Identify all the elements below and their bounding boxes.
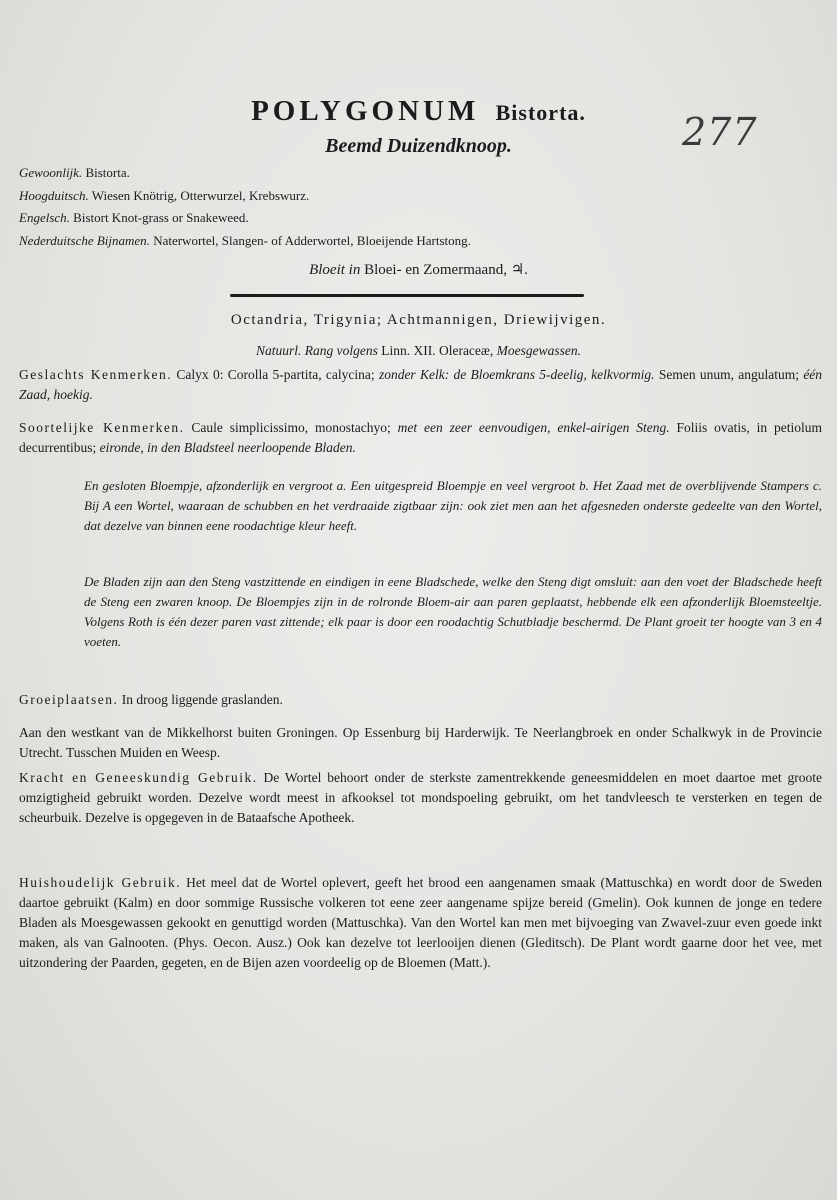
bloom-period: [0, 260, 837, 279]
localities-text: Aan den westkant van de Mikkelhorst buiten Groningen. Op Essenburg bij Harderwijk. Te Neerlangbroek en onder Schalkwyk in de Provincie Utrecht. Tusschen Muiden en Weesp.: [19, 725, 822, 760]
household-text: [19, 873, 822, 973]
name-value: Wiesen Knötrig, Otterwurzel, Krebswurz.: [91, 187, 310, 203]
name-label: Nederduitsche Bijnamen.: [19, 232, 150, 248]
name-value: Bistort Knot-grass or Snakeweed.: [73, 210, 249, 225]
latin-text: Foliis ovatis, in petiolum decurrentibus;: [19, 420, 823, 455]
medicinal-use: [19, 768, 822, 828]
latin-text: Semen unum, angulatum;: [658, 367, 800, 382]
name-value: Naterwortel, Slangen- of Adderwortel, Bloeijende Hartstong.: [153, 232, 471, 248]
rank-dutch: Moesgewassen.: [496, 343, 582, 358]
habitat: [19, 690, 822, 710]
section-heading: Geslachts Kenmerken.: [19, 367, 173, 382]
rank-authority: Linn. XII.: [381, 343, 436, 358]
genus-name: POLYGONUM: [251, 95, 480, 127]
bloom-value: Bloei- en Zomermaand, ♃.: [364, 262, 528, 278]
name-row-dutch-nicknames: [19, 230, 819, 253]
linnaean-class: Octandria, Trigynia; Achtmannigen, Driewijvigen.: [230, 312, 607, 328]
natural-rank: [0, 343, 837, 359]
dutch-text: eironde, in den Bladsteel neerloopende Bladen.: [99, 440, 356, 455]
section-heading: Soortelijke Kenmerken.: [19, 420, 185, 435]
decorative-divider: [230, 294, 584, 297]
species-name: Bistorta.: [495, 100, 586, 125]
species-characters-text: [19, 418, 822, 458]
name-row-english: [19, 207, 819, 230]
household-use: [19, 873, 822, 973]
habitat-text: [19, 690, 822, 710]
bloom-label: Bloeit in: [309, 262, 361, 278]
name-value: Bistorta.: [85, 165, 130, 180]
leaf-description: De Bladen zijn aan den Steng vastzittende en eindigen in eene Bladschede, welke den Steng digt omsluit: aan den voet der Bladschede heeft de Steng een zwaren knoop. De Bloempjes zijn in de rolronde Bloem-air aan paren geplaatst, hebbende elk een afzonderlijk Bloemsteeltje. Volgens Roth is één dezer paren vast zittende; elk paar is door een roodachtig Schutbladje beschermd. De Plant groeit ter hoogte van 3 en 4 voeten.: [84, 574, 822, 649]
medicinal-text: [19, 768, 822, 828]
dutch-text: met een zeer eenvoudigen, enkel-airigen Steng.: [397, 420, 670, 435]
localities: [19, 723, 822, 763]
medicinal-value: De Wortel behoort onder de sterkste zamentrekkende geneesmiddelen en moet daartoe met groote omzigtigheid gebruikt worden. Dezelve wordt meest in afkooksel tot mondspoeling gebruikt, om het tandvleesch te versterken en tegen de scheurbuik. Dezelve is opgegeven in de Bataafsche Apotheek.: [19, 770, 822, 825]
plate-description: En gesloten Bloempje, afzonderlijk en vergroot a. Een uitgespreid Bloempje en veel vergroot b. Het Zaad met de overblijvende Stampers c. Bij A een Wortel, waaraan de schubben en het verdraaide zigtbaar zijn: ook ziet men aan het afgesneden onderste gedeelte van den Wortel, dat dezelve van binnen eene roodachtige kleur heeft.: [84, 478, 822, 533]
genus-characters-text: [19, 365, 822, 405]
page-title: [0, 95, 837, 128]
section-heading: Groeiplaatsen.: [19, 692, 119, 707]
genus-characters: [19, 365, 822, 405]
name-row-common: [19, 162, 819, 185]
name-label: Hoogduitsch.: [19, 187, 89, 203]
habitat-value: In droog liggende graslanden.: [121, 692, 283, 707]
name-row-german: [19, 185, 819, 208]
dutch-text: één Zaad, hoekig.: [19, 367, 823, 402]
section-heading: Kracht en Geneeskundig Gebruik.: [19, 770, 258, 785]
species-characters: [19, 418, 822, 458]
section-heading: Huishoudelijk Gebruik.: [19, 875, 182, 890]
page-number: 277: [682, 110, 758, 154]
rank-prefix: Natuurl. Rang volgens: [255, 343, 378, 358]
name-label: Engelsch.: [19, 210, 70, 225]
rank-order: Oleraceæ,: [438, 343, 494, 358]
latin-text: Caule simplicissimo, monostachyo;: [191, 420, 391, 435]
vernacular-names: [19, 162, 819, 252]
household-value: Het meel dat de Wortel oplevert, geeft het brood een aangenamen smaak (Mattuschka) en wordt door de Sweden daartoe gebruikt (Kalm) en door sommige Russische volkeren tot eene zeer aangename spijze bereid (Gmelin). Ook kunnen de jonge en tedere Bladen als Moesgewassen gekookt en genuttigd worden (Mattuschka). Van den Wortel kan men met bijvoeging van Zwavel-zuur even goede inkt maken, als van Galnooten. (Phys. Oecon. Ausz.) Ook kan dezelve tot leerlooijen dienen (Gleditsch). De Plant wordt gaarne door het vee, met uitzondering der Paarden, gegeten, en de Bijen azen voordeelig op de Bloemen (Matt.).: [19, 875, 822, 970]
dutch-text: zonder Kelk: de Bloemkrans 5-deelig, kelkvormig.: [378, 367, 655, 382]
latin-text: Calyx 0: Corolla 5-partita, calycina;: [176, 367, 375, 382]
dutch-common-name: Beemd Duizendknoop.: [325, 135, 512, 157]
name-label: Gewoonlijk.: [19, 165, 83, 180]
